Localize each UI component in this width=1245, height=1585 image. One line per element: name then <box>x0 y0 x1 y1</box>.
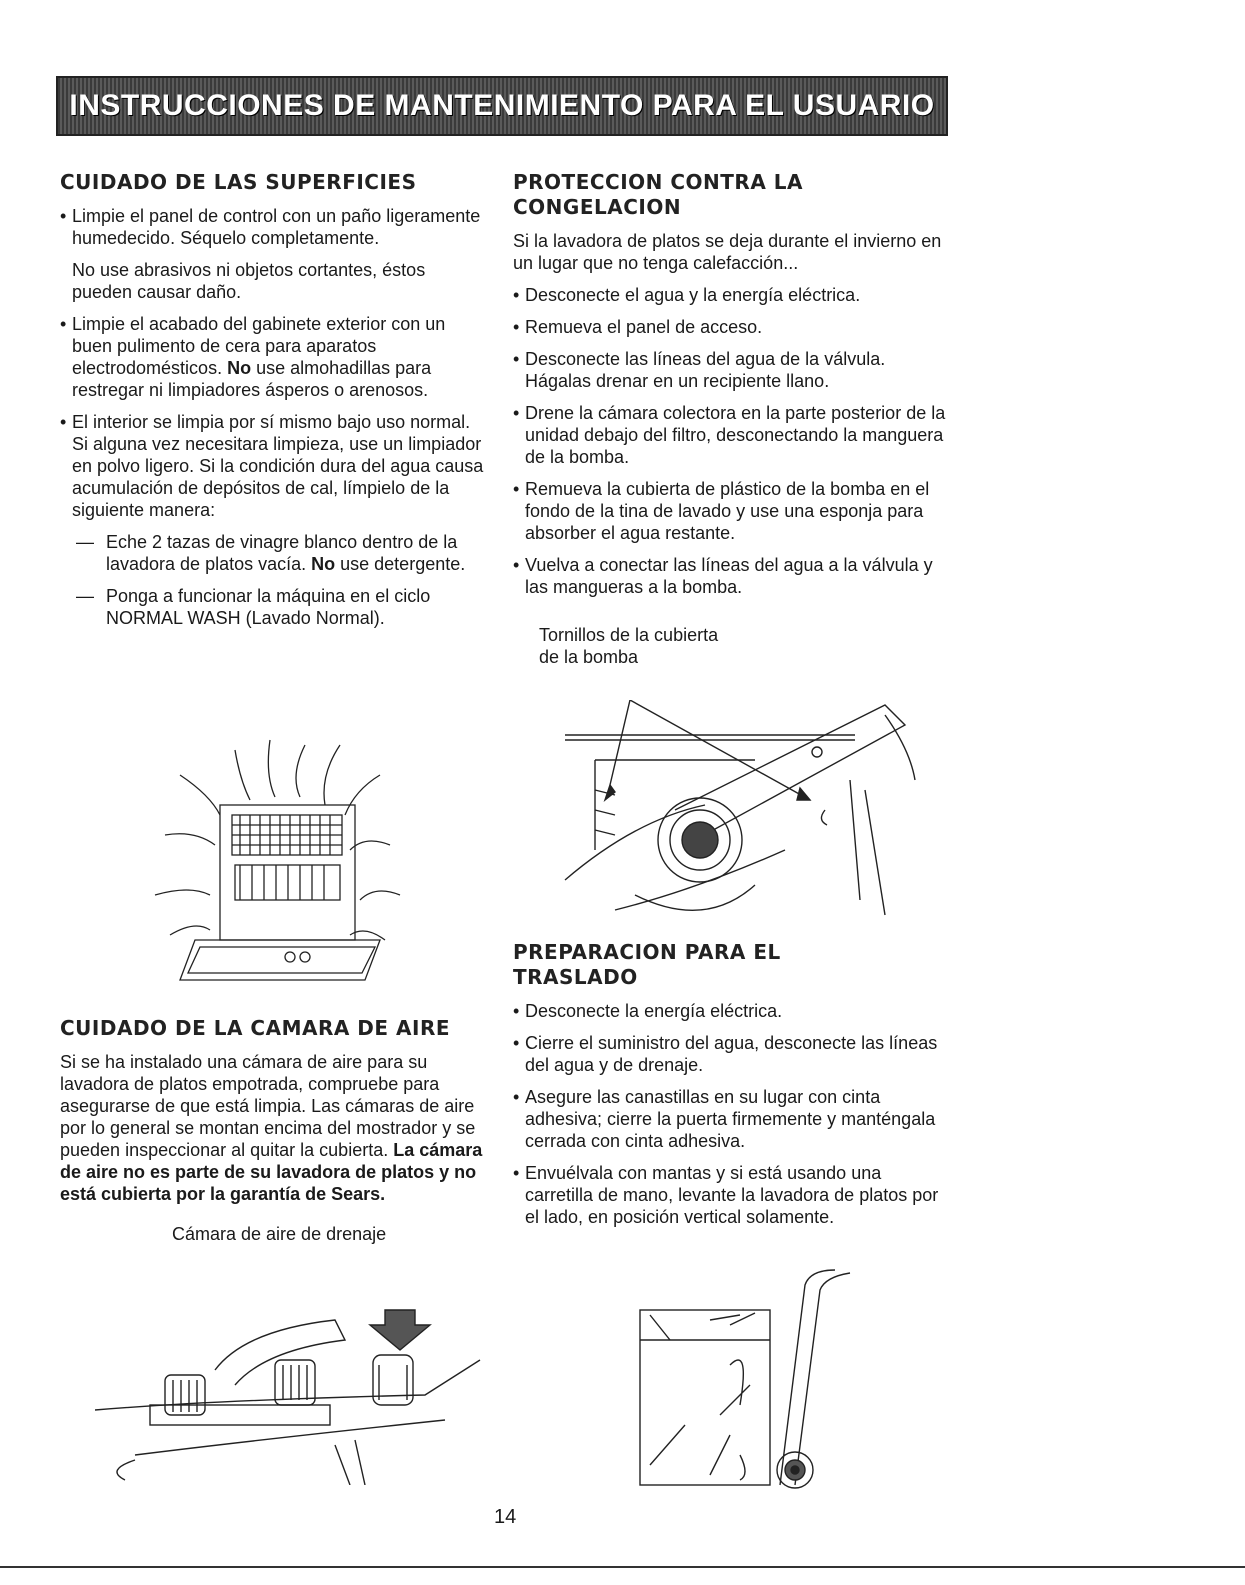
bullet-reconnect: • Vuelva a conectar las líneas del agua a la válvula y las mangueras a la bomba. <box>513 554 953 598</box>
right-column <box>513 170 953 668</box>
text: Si se ha instalado una cámara de aire para su lavadora de platos empotrada, compruebe para asegurarse de que está limpia. Las cámaras de aire por lo general se montan encima del mostrador y se pueden inspeccionar al quitar la cubierta. <box>60 1052 476 1160</box>
bullet-water-lines: • Desconecte las líneas del agua de la válvula. Hágalas drenar en un recipiente llano. <box>513 348 953 392</box>
bullet-control-panel: • Limpie el panel de control con un paño ligeramente humedecido. Séquelo completamente. <box>60 205 490 249</box>
heading-air-gap: CUIDADO DE LA CAMARA DE AIRE <box>60 1016 451 1040</box>
bullet-power-off: • Desconecte la energía eléctrica. <box>513 1000 953 1022</box>
heading-freeze-protection: PROTECCION CONTRA LA CONGELACION <box>513 170 803 219</box>
bullet-disconnect: • Desconecte el agua y la energía eléctrica. <box>513 284 953 306</box>
page-banner <box>56 76 948 136</box>
note-abrasives: No use abrasivos ni objetos cortantes, éstos pueden causar daño. <box>72 260 426 302</box>
heading-surface-care: CUIDADO DE LAS SUPERFICIES <box>60 170 417 194</box>
text: use detergente. <box>335 554 466 574</box>
air-gap-caption: Cámara de aire de drenaje <box>172 1224 387 1244</box>
page-number: 14 <box>494 1506 517 1528</box>
left-column <box>60 170 490 639</box>
bullet-interior: • El interior se limpia por sí mismo bajo uso normal. Si alguna vez necesitara limpieza, use un limpiador en polvo ligero. Si la condición dura del agua causa acumulación de depósitos de cal, límpielo de la siguiente manera: <box>60 411 490 521</box>
moving-section <box>513 940 953 1238</box>
bullet-water-off: • Cierre el suministro del agua, desconecte las líneas del agua y de drenaje. <box>513 1032 953 1076</box>
text: Limpie el acabado del gabinete exterior con un buen pulimento de cera para aparatos electrodomésticos. <box>72 314 446 378</box>
text: use almohadillas para restregar ni limpiadores ásperos o arenosos. <box>72 358 432 400</box>
bullet-access-panel: • Remueva el panel de acceso. <box>513 316 953 338</box>
dash-normal-wash: — Ponga a funcionar la máquina en el ciclo NORMAL WASH (Lavado Normal). <box>60 585 490 629</box>
bullet-cabinet <box>60 313 490 401</box>
air-gap-section <box>60 1016 500 1245</box>
dishwasher-illustration <box>140 735 440 995</box>
bullet-drain-sump: • Drene la cámara colectora en la parte posterior de la unidad debajo del filtro, desconectando la manguera de la bomba. <box>513 402 953 468</box>
bold-text: No <box>227 358 252 378</box>
bold-text: La cámara de aire no es parte de su lavadora de platos y no está cubierta por la garantía de Sears. <box>60 1140 483 1204</box>
text: Eche 2 tazas de vinagre blanco dentro de la lavadora de platos vacía. <box>106 532 458 574</box>
pump-cover-illustration <box>555 700 925 930</box>
bullet-pump-cover: • Remueva la cubierta de plástico de la bomba en el fondo de la tina de lavado y use una esponja para absorber el agua restante. <box>513 478 953 544</box>
bottom-rule <box>0 1566 1245 1568</box>
bold-text: No <box>311 554 336 574</box>
air-gap-illustration <box>95 1300 485 1485</box>
page-title: INSTRUCCIONES DE MANTENIMIENTO PARA EL USUARIO <box>69 89 935 122</box>
hand-truck-illustration <box>630 1265 870 1495</box>
pump-caption-line2: de la bomba <box>539 647 639 667</box>
bullet-wrap-blankets: • Envuélvala con mantas y si está usando una carretilla de mano, levante la lavadora de platos por el lado, en posición vertical solamente. <box>513 1162 953 1228</box>
bullet-tape-racks: • Asegure las canastillas en su lugar con cinta adhesiva; cierre la puerta firmemente y manténgala cerrada con cinta adhesiva. <box>513 1086 953 1152</box>
dash-vinegar <box>60 531 490 575</box>
pump-caption-line1: Tornillos de la cubierta <box>539 625 719 645</box>
freeze-intro: Si la lavadora de platos se deja durante el invierno en un lugar que no tenga calefacción... <box>513 231 942 273</box>
heading-moving-prep: PREPARACION PARA EL TRASLADO <box>513 940 781 989</box>
air-gap-paragraph <box>60 1051 500 1205</box>
